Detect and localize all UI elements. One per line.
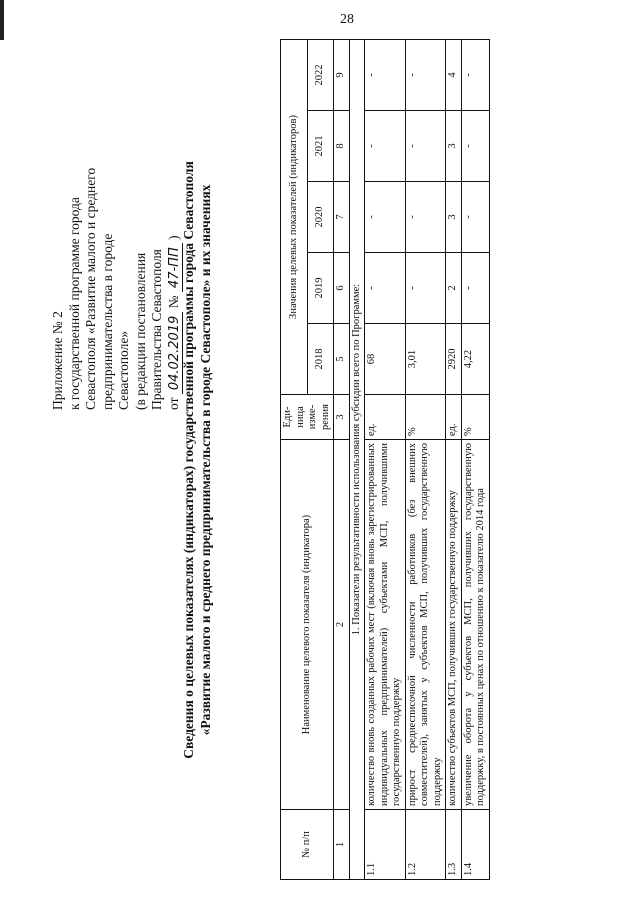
column-number: 1: [334, 810, 350, 880]
column-number: 3: [334, 395, 350, 440]
row-value: 68: [365, 324, 406, 395]
row-unit: %: [405, 395, 446, 440]
appendix-block: [50, 70, 183, 410]
row-value: -: [405, 39, 446, 110]
handwritten-date: 04.02.2019: [167, 312, 183, 394]
appendix-line: (в редакции постановления: [132, 252, 148, 410]
header-year: 2021: [307, 111, 334, 182]
header-unit: Еди-ница изме-рения: [281, 395, 334, 440]
indicators-table: [280, 39, 490, 880]
row-value: 3,01: [405, 324, 446, 395]
row-value: -: [461, 182, 489, 253]
appendix-line: Приложение № 2: [50, 311, 65, 410]
row-value: -: [365, 253, 406, 324]
header-num: № п/п: [281, 810, 334, 880]
column-number: 5: [334, 324, 350, 395]
section-row: [349, 39, 365, 879]
row-num: 1.3: [446, 810, 462, 880]
row-value: 3: [446, 182, 462, 253]
row-name: прирост среднесписочной численности работников (без внешних совместителей), занятых у субъектов МСП, получивших государственную поддержку: [405, 440, 446, 810]
appendix-line: к государственной программе города: [66, 197, 82, 410]
number-prefix: №: [165, 295, 181, 309]
rotated-document-sheet: [40, 40, 600, 880]
appendix-line: предпринимательства в городе: [99, 233, 115, 410]
closing-paren: ): [165, 235, 181, 240]
row-num: 1.1: [365, 810, 406, 880]
row-value: -: [461, 111, 489, 182]
header-year: 2020: [307, 182, 334, 253]
document-title: [180, 40, 214, 880]
row-value: 2920: [446, 324, 462, 395]
column-number: 6: [334, 253, 350, 324]
table-row: [446, 39, 462, 879]
row-name: количество вновь созданных рабочих мест (включая вновь зарегистрированных индивидуальных предпринимателей) субъектами МСП, получившими государственную поддержку: [365, 440, 406, 810]
column-number: 2: [334, 440, 350, 810]
row-name: увеличение оборота у субъектов МСП, получивших государственную поддержку, в постоянных ценах по отношению к показателю 2014 года: [461, 440, 489, 810]
title-line-2: «Развитие малого и среднего предпринимательства в городе Севастополе» и их значениях: [198, 184, 213, 736]
table-row: [365, 39, 406, 879]
row-value: 3: [446, 111, 462, 182]
row-value: 2: [446, 253, 462, 324]
row-unit: %: [461, 395, 489, 440]
header-row: [281, 39, 308, 879]
scan-edge-mark: [0, 0, 4, 40]
header-year: 2022: [307, 39, 334, 110]
header-year: 2018: [307, 324, 334, 395]
table-row: [405, 39, 446, 879]
title-line-1: Сведения о целевых показателях (индикаторах) государственной программы города Севастополя: [181, 161, 196, 759]
row-value: -: [405, 253, 446, 324]
date-prefix: от: [165, 397, 181, 410]
table-row: [461, 39, 489, 879]
appendix-line: Правительства Севастополя: [149, 249, 164, 410]
header-year: 2019: [307, 253, 334, 324]
row-value: 4,22: [461, 324, 489, 395]
header-values: Значения целевых показателей (индикаторов): [281, 39, 308, 394]
page-number: 28: [340, 12, 354, 27]
row-unit: ед.: [446, 395, 462, 440]
column-number: 7: [334, 182, 350, 253]
section-heading: 1. Показатели результативности использования субсидии всего по Программе:: [349, 39, 365, 879]
row-value: -: [461, 39, 489, 110]
appendix-line: Севастополя «Развитие малого и среднего: [83, 167, 98, 410]
row-unit: ед.: [365, 395, 406, 440]
row-value: -: [405, 111, 446, 182]
row-value: -: [365, 182, 406, 253]
column-numbers-row: [334, 39, 350, 879]
row-value: -: [405, 182, 446, 253]
row-num: 1.4: [461, 810, 489, 880]
row-value: -: [365, 39, 406, 110]
appendix-line: Севастополе»: [116, 330, 131, 410]
row-value: -: [461, 253, 489, 324]
column-number: 8: [334, 111, 350, 182]
row-value: -: [365, 111, 406, 182]
header-name: Наименование целевого показателя (индикатора): [281, 440, 334, 810]
column-number: 9: [334, 39, 350, 110]
row-value: 4: [446, 39, 462, 110]
row-num: 1.2: [405, 810, 446, 880]
row-name: количество субъектов МСП, получивших государственную поддержку: [446, 440, 462, 810]
handwritten-number: 47-ПП: [167, 243, 183, 292]
